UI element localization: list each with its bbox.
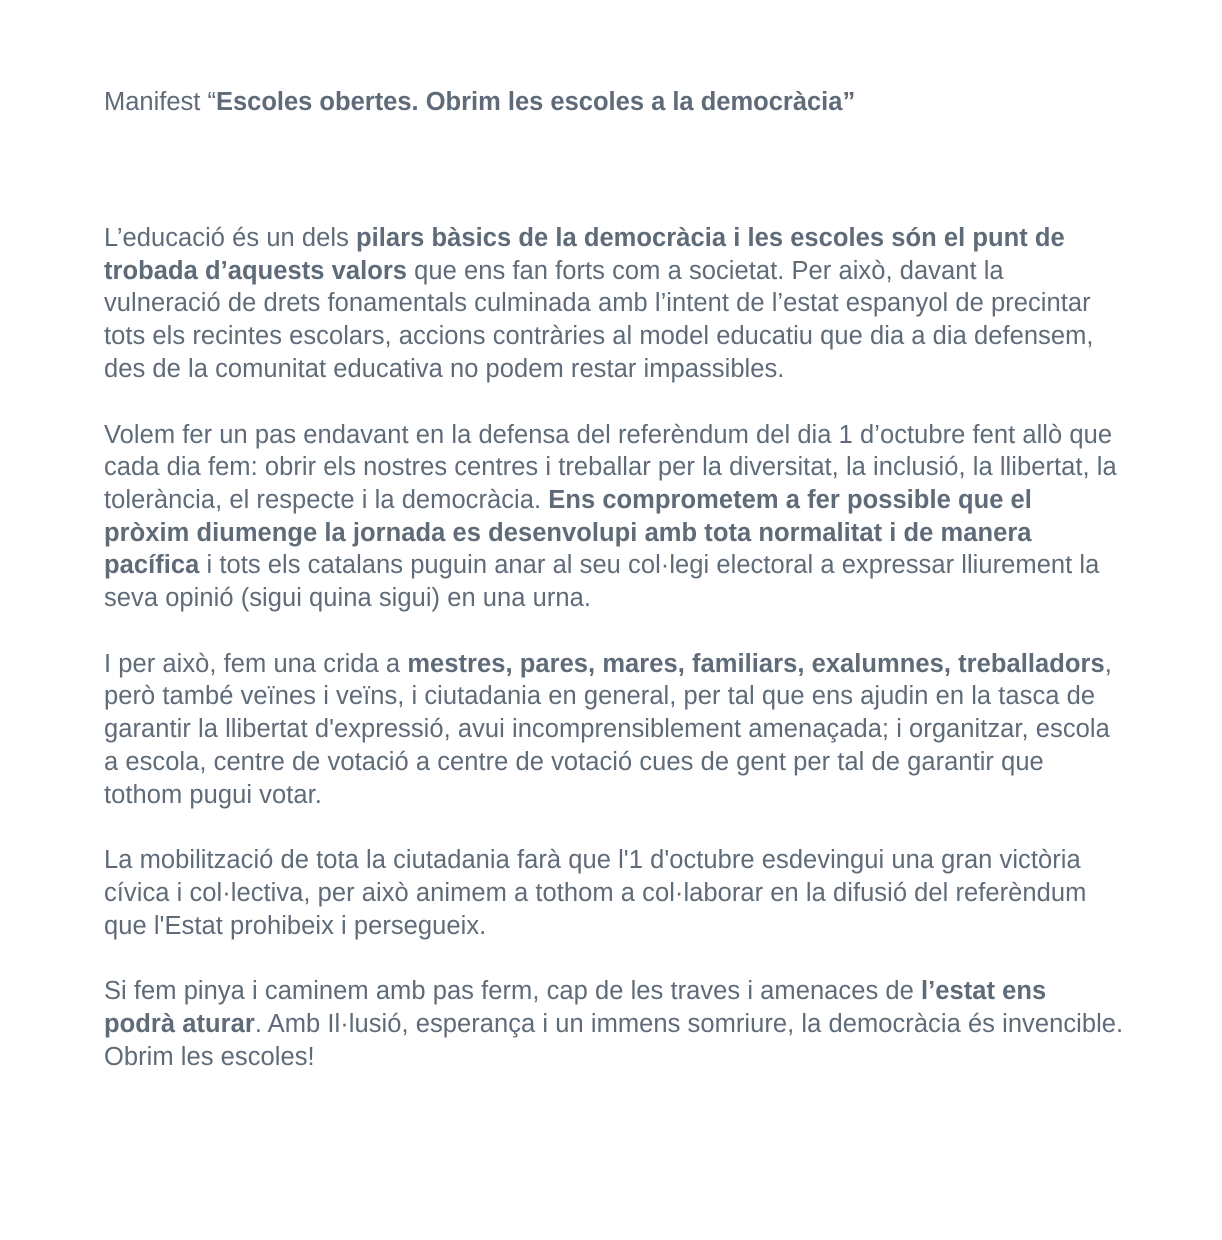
text-run: i tots els catalans puguin anar al seu col·legi electoral a expressar lliurement la seva opinió (sigui quina sigui) en una urna. bbox=[104, 551, 1100, 613]
paragraph-5 bbox=[104, 975, 1124, 1073]
text-run-bold: l’estat ens podrà aturar bbox=[104, 977, 1047, 1039]
text-run-bold: pilars bàsics de la democràcia i les escoles són el punt de trobada d’aquests valors bbox=[104, 224, 1065, 285]
text-run: . Amb Il·lusió, esperança i un immens somriure, la democràcia és invencible. Obrim les escoles! bbox=[104, 1010, 1124, 1071]
text-run: L’educació és un dels bbox=[104, 224, 357, 252]
paragraph-2 bbox=[104, 419, 1124, 615]
text-run-bold: Ens comprometem a fer possible que el pròxim diumenge la jornada es desenvolupi amb tota normalitat i de manera pacífica bbox=[104, 485, 1032, 580]
document-title bbox=[104, 84, 1124, 120]
document-page bbox=[104, 84, 1124, 1106]
title-bold: Escoles obertes. Obrim les escoles a la democràcia” bbox=[215, 88, 856, 116]
title-prefix: Manifest “ bbox=[104, 88, 216, 116]
manifesto-body bbox=[104, 222, 1124, 1073]
text-run: , però també veïnes i veïns, i ciutadania en general, per tal que ens ajudin en la tasca de garantir la llibertat d'expressió, avui incomprensiblement amenaçada; i organitzar, escola a escola, centre de votació a centre de votació cues de gent per tal de garantir que tothom pugui votar. bbox=[104, 649, 1112, 809]
text-run-bold: mestres, pares, mares, familiars, exalumnes, treballadors bbox=[407, 649, 1105, 678]
paragraph-1 bbox=[104, 222, 1124, 386]
paragraph-3 bbox=[104, 648, 1124, 812]
text-run: La mobilització de tota la ciutadania farà que l'1 d'octubre esdevingui una gran victòria cívica i col·lectiva, per això animem a tothom a col·laborar en la difusió del referèndum que l'Estat prohibeix i persegueix. bbox=[104, 846, 1087, 940]
text-run: I per això, fem una crida a bbox=[104, 649, 408, 678]
text-run: Volem fer un pas endavant en la defensa del referèndum del dia 1 d’octubre fent allò que cada dia fem: obrir els nostres centres i treballar per la diversitat, la inclusió, la llibertat, la tolerància, el respecte i la democràcia. bbox=[104, 420, 1117, 514]
text-run: Si fem pinya i caminem amb pas ferm, cap de les traves i amenaces de bbox=[104, 977, 921, 1006]
paragraph-4 bbox=[104, 844, 1124, 942]
text-run: que ens fan forts com a societat. Per això, davant la vulneració de drets fonamentals culminada amb l’intent de l’estat espanyol de precintar tots els recintes escolars, accions contràries al model educatiu que dia a dia defensem, des de la comunitat educativa no podem restar impassibles. bbox=[104, 256, 1094, 383]
